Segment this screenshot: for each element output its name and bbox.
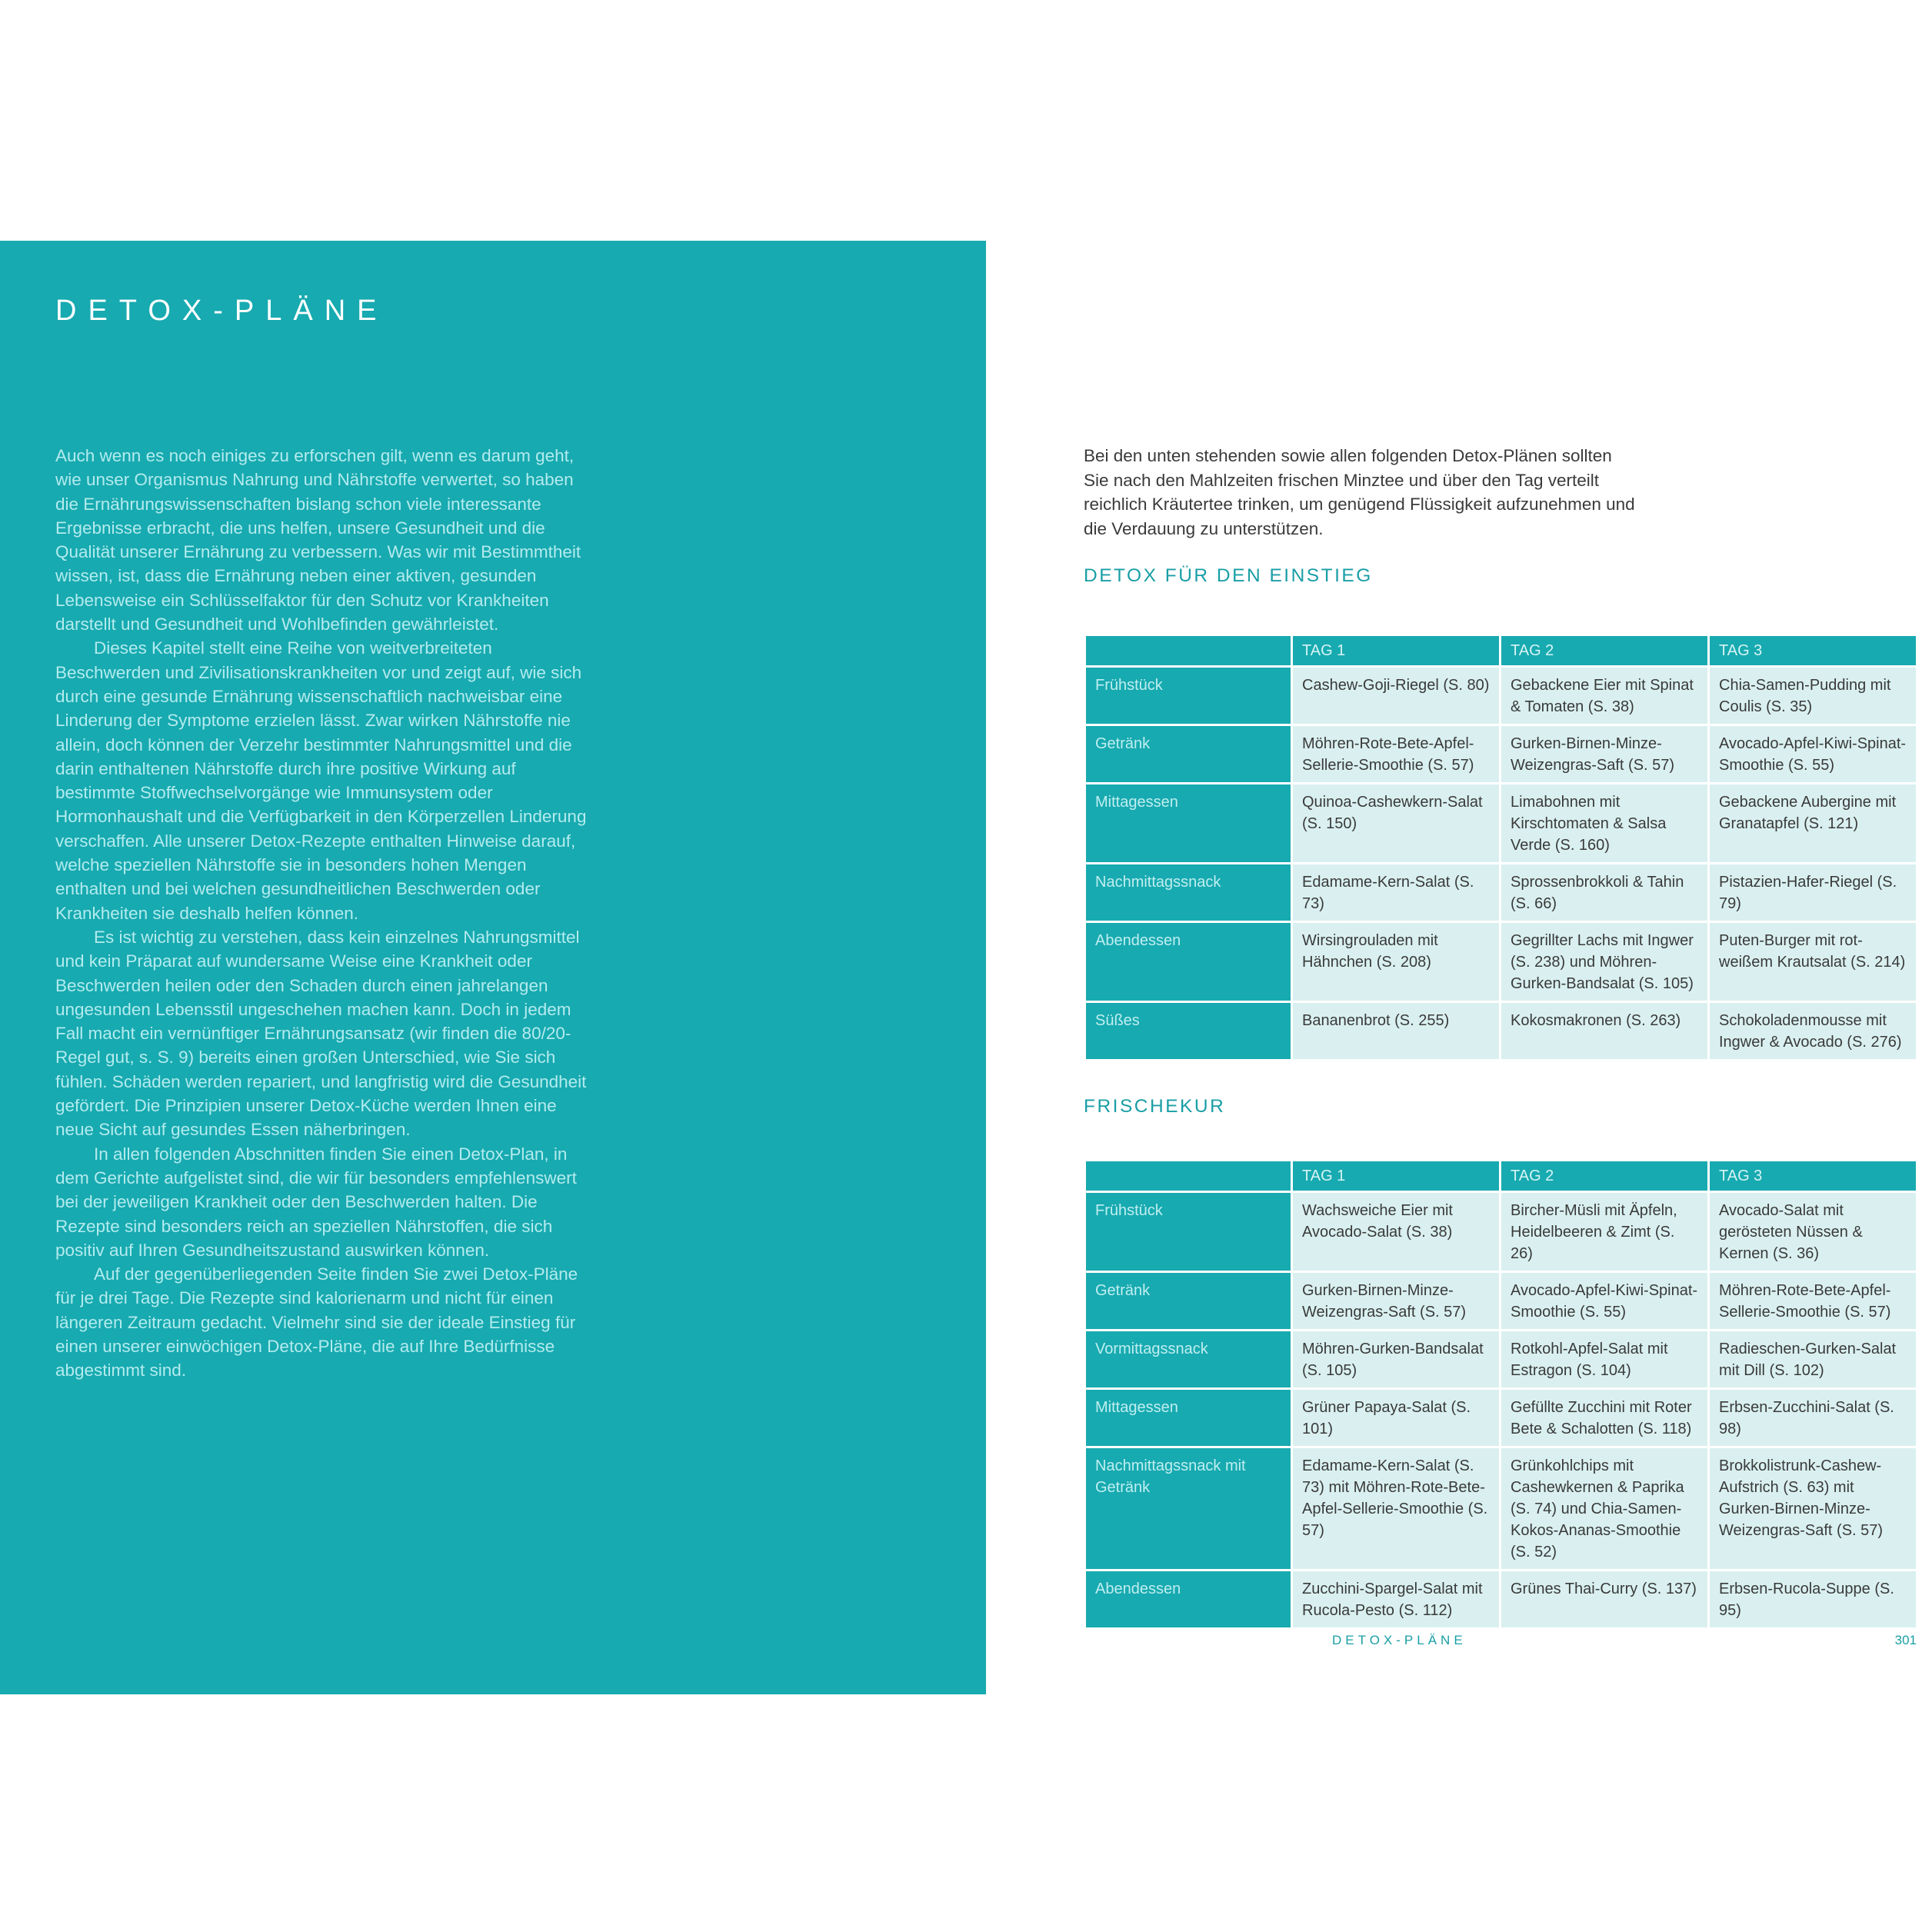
meal-label: Abendessen — [1086, 1571, 1291, 1627]
paragraph: In allen folgenden Abschnitten finden Sie einen Detox-Plan, in dem Gerichte aufgelistet sind, die wir für besonders empfehlenswert bei der jeweiligen Krankheit oder den Beschwerden halten. Die Rezepte sind besonders reich an speziellen Nährstoffen, die sich positiv auf Ihren Gesundheitszustand auswirken können. — [55, 1144, 577, 1260]
table-cell: Cashew-Goji-Riegel (S. 80) — [1293, 668, 1499, 724]
plan2-heading: FRISCHEKUR — [1084, 1096, 1226, 1117]
plans-intro-text: Bei den unten stehenden sowie allen folgenden Detox-Plänen sollten Sie nach den Mahlzeiten frischen Minztee und über den Tag verteilt reichlich Kräutertee trinken, um genügend Flüssigkeit aufzunehmen und die Verdauung zu unterstützen. — [1084, 446, 1635, 538]
table-row — [1086, 864, 1916, 921]
table-row — [1086, 726, 1916, 782]
table-cell: Möhren-Rote-Bete-Apfel-Sellerie-Smoothie (S. 57) — [1710, 1273, 1916, 1329]
table-header-row — [1086, 636, 1916, 665]
column-header: TAG 1 — [1293, 636, 1499, 665]
table-cell: Brokkolistrunk-Cashew-Aufstrich (S. 63) mit Gurken-Birnen-Minze-Weizengras-Saft (S. 57) — [1710, 1448, 1916, 1569]
column-header: TAG 3 — [1710, 1161, 1916, 1191]
table-cell: Radieschen-Gurken-Salat mit Dill (S. 102) — [1710, 1331, 1916, 1387]
table-row — [1086, 1571, 1916, 1627]
column-header — [1086, 1161, 1291, 1191]
table-row — [1086, 1331, 1916, 1387]
table-cell: Erbsen-Rucola-Suppe (S. 95) — [1710, 1571, 1916, 1627]
meal-label: Abendessen — [1086, 923, 1291, 1001]
table-cell: Edamame-Kern-Salat (S. 73) mit Möhren-Rote-Bete-Apfel-Sellerie-Smoothie (S. 57) — [1293, 1448, 1499, 1569]
left-page — [0, 241, 986, 1694]
table-row — [1086, 1273, 1916, 1329]
table-row — [1086, 784, 1916, 862]
table-cell: Gebackene Aubergine mit Granatapfel (S. 121) — [1710, 784, 1916, 862]
meal-label: Süßes — [1086, 1003, 1291, 1059]
running-footer-title: DETOX-PLÄNE — [1332, 1633, 1467, 1647]
paragraph: Dieses Kapitel stellt eine Reihe von weitverbreiteten Beschwerden und Zivilisationskrankheiten vor und zeigt auf, wie sich durch eine gesunde Ernährung wissenschaftlich nachweisbar eine Linderung der Symptome erzielen lässt. Zwar wirken Nährstoffe nie allein, doch können der Verzehr bestimmter Nahrungsmittel und die darin enthaltenen Nährstoffe durch ihre positive Wirkung auf bestimmte Stoffwechselvorgänge wie Immunsystem oder Hormonhaushalt und die Verfügbarkeit in den Körperzellen Linderung verschaffen. Alle unserer Detox-Rezepte enthalten Hinweise darauf, welche speziellen Nährstoffe sie in besonders hohen Mengen enthalten und bei welchen gesundheitlichen Beschwerden oder Krankheiten sie deshalb helfen können. — [55, 638, 587, 923]
meal-label: Getränk — [1086, 1273, 1291, 1329]
table-cell: Gurken-Birnen-Minze-Weizengras-Saft (S. 57) — [1293, 1273, 1499, 1329]
table-cell: Gefüllte Zucchini mit Roter Bete & Schalotten (S. 118) — [1501, 1390, 1707, 1446]
plan1-heading: DETOX FÜR DEN EINSTIEG — [1084, 565, 1373, 586]
table-cell: Avocado-Salat mit gerösteten Nüssen & Kernen (S. 36) — [1710, 1193, 1916, 1271]
table-row — [1086, 923, 1916, 1001]
page-number: 301 — [1894, 1633, 1917, 1647]
table-cell: Chia-Samen-Pudding mit Coulis (S. 35) — [1710, 668, 1916, 724]
column-header: TAG 2 — [1501, 636, 1707, 665]
meal-label: Nachmittagssnack — [1086, 864, 1291, 921]
paragraph: Auch wenn es noch einiges zu erforschen gilt, wenn es darum geht, wie unser Organismus Nahrung und Nährstoffe verwertet, so haben die Ernährungswissenschaften bislang schon viele interessante Ergebnisse erbracht, die uns helfen, unsere Gesundheit und die Qualität unserer Ernährung zu verbessern. Was wir mit Bestimmtheit wissen, ist, dass die Ernährung neben einer aktiven, gesunden Lebensweise ein Schlüsselfaktor für den Schutz vor Krankheiten darstellt und Gesundheit und Wohlbefinden gewährleistet. — [55, 446, 581, 635]
table-row — [1086, 1193, 1916, 1271]
table-cell: Avocado-Apfel-Kiwi-Spinat-Smoothie (S. 55) — [1501, 1273, 1707, 1329]
meal-label: Frühstück — [1086, 1193, 1291, 1271]
table-row — [1086, 1448, 1916, 1569]
table-cell: Wachsweiche Eier mit Avocado-Salat (S. 38) — [1293, 1193, 1499, 1271]
meal-label: Vormittagssnack — [1086, 1331, 1291, 1387]
table-cell: Bircher-Müsli mit Äpfeln, Heidelbeeren & Zimt (S. 26) — [1501, 1193, 1707, 1271]
right-page — [986, 241, 1932, 1694]
table-header-row — [1086, 1161, 1916, 1191]
table-cell: Rotkohl-Apfel-Salat mit Estragon (S. 104) — [1501, 1331, 1707, 1387]
table-cell: Sprossenbrokkoli & Tahin (S. 66) — [1501, 864, 1707, 921]
paragraph: Es ist wichtig zu verstehen, dass kein einzelnes Nahrungsmittel und kein Präparat auf wundersame Weise eine Krankheit oder Beschwerden heilen oder den Schaden durch einen jahrelangen ungesunden Lebensstil ungeschehen machen kann. Doch in jedem Fall macht ein vernünftiger Ernährungsansatz (wir finden die 80/20-Regel gut, s. S. 9) bereits einen großen Unterschied, wie Sie sich fühlen. Schäden werden repariert, und langfristig wird die Gesundheit gefördert. Die Prinzipien unserer Detox-Küche werden Ihnen eine neue Sicht auf gesundes Essen näherbringen. — [55, 927, 587, 1140]
table-cell: Grünkohlchips mit Cashewkernen & Paprika (S. 74) und Chia-Samen-Kokos-Ananas-Smoothie (S. 52) — [1501, 1448, 1707, 1569]
paragraph: Auf der gegenüberliegenden Seite finden Sie zwei Detox-Pläne für je drei Tage. Die Rezepte sind kalorienarm und nicht für einen längeren Zeitraum gedacht. Vielmehr sind sie der ideale Einstieg für einen unserer einwöchigen Detox-Pläne, die auf Ihre Bedürfnisse abgestimmt sind. — [55, 1264, 578, 1381]
table-cell: Quinoa-Cashewkern-Salat (S. 150) — [1293, 784, 1499, 862]
column-header: TAG 1 — [1293, 1161, 1499, 1191]
meal-label: Nachmittagssnack mit Getränk — [1086, 1448, 1291, 1569]
table-cell: Puten-Burger mit rot-weißem Krautsalat (S. 214) — [1710, 923, 1916, 1001]
table-cell: Pistazien-Hafer-Riegel (S. 79) — [1710, 864, 1916, 921]
table-cell: Möhren-Rote-Bete-Apfel-Sellerie-Smoothie (S. 57) — [1293, 726, 1499, 782]
table-cell: Schokoladenmousse mit Ingwer & Avocado (S. 276) — [1710, 1003, 1916, 1059]
table-cell: Erbsen-Zucchini-Salat (S. 98) — [1710, 1390, 1916, 1446]
table-cell: Gurken-Birnen-Minze-Weizengras-Saft (S. 57) — [1501, 726, 1707, 782]
chapter-title: DETOX-PLÄNE — [55, 295, 388, 327]
table-cell: Gegrillter Lachs mit Ingwer (S. 238) und Möhren-Gurken-Bandsalat (S. 105) — [1501, 923, 1707, 1001]
meal-label: Mittagessen — [1086, 1390, 1291, 1446]
table-cell: Kokosmakronen (S. 263) — [1501, 1003, 1707, 1059]
table-row — [1086, 1003, 1916, 1059]
meal-label: Frühstück — [1086, 668, 1291, 724]
table-cell: Avocado-Apfel-Kiwi-Spinat-Smoothie (S. 55) — [1710, 726, 1916, 782]
table-cell: Möhren-Gurken-Bandsalat (S. 105) — [1293, 1331, 1499, 1387]
chapter-intro-text — [55, 444, 594, 1383]
table-cell: Limabohnen mit Kirschtomaten & Salsa Verde (S. 160) — [1501, 784, 1707, 862]
table-cell: Edamame-Kern-Salat (S. 73) — [1293, 864, 1499, 921]
table-cell: Bananenbrot (S. 255) — [1293, 1003, 1499, 1059]
table-cell: Grünes Thai-Curry (S. 137) — [1501, 1571, 1707, 1627]
table-cell: Zucchini-Spargel-Salat mit Rucola-Pesto (S. 112) — [1293, 1571, 1499, 1627]
table-row — [1086, 1390, 1916, 1446]
table-cell: Gebackene Eier mit Spinat & Tomaten (S. 38) — [1501, 668, 1707, 724]
column-header: TAG 3 — [1710, 636, 1916, 665]
meal-label: Getränk — [1086, 726, 1291, 782]
column-header — [1086, 636, 1291, 665]
plan1-table — [1084, 634, 1918, 1061]
column-header: TAG 2 — [1501, 1161, 1707, 1191]
meal-label: Mittagessen — [1086, 784, 1291, 862]
plan2-table — [1084, 1159, 1918, 1630]
table-row — [1086, 668, 1916, 724]
table-cell: Grüner Papaya-Salat (S. 101) — [1293, 1390, 1499, 1446]
table-cell: Wirsingrouladen mit Hähnchen (S. 208) — [1293, 923, 1499, 1001]
